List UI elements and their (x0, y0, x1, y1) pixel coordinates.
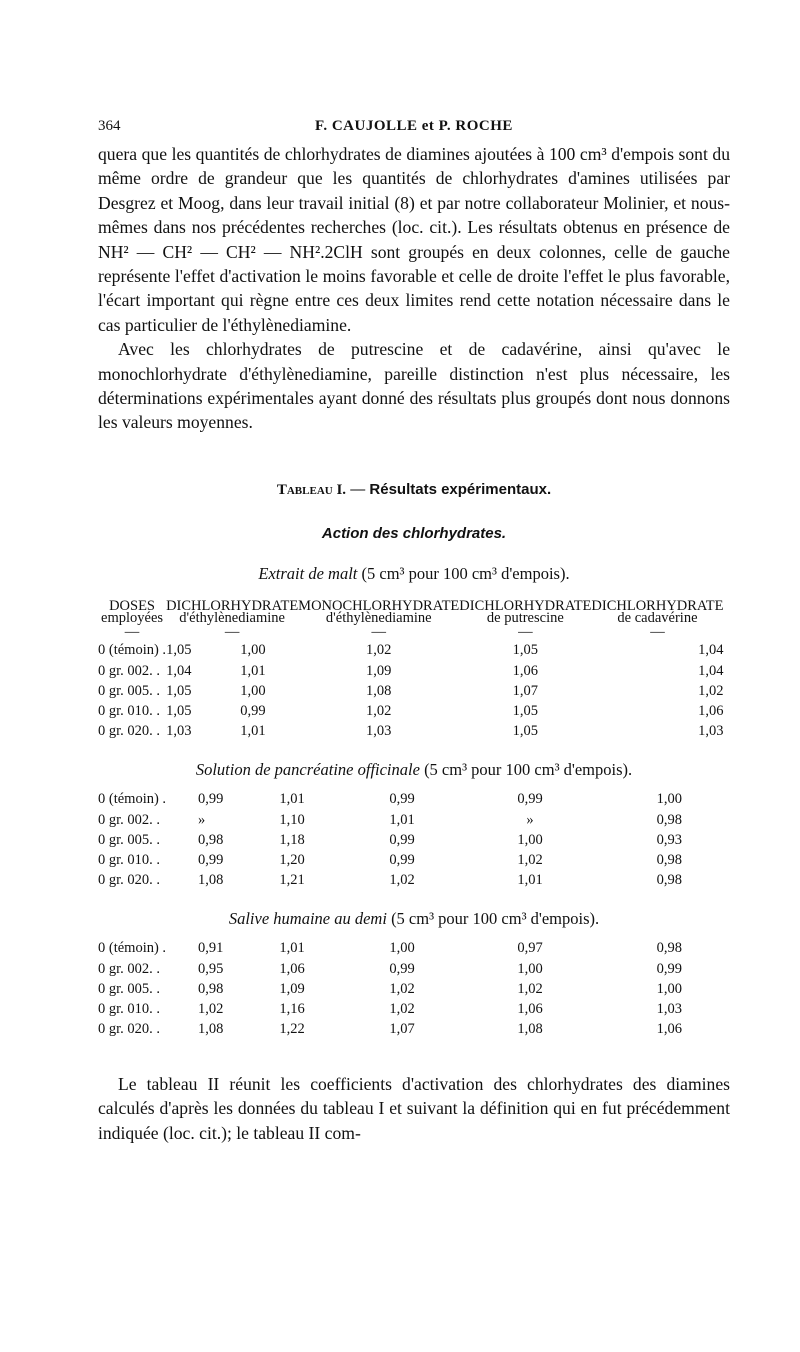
section-title-rest: (5 cm³ pour 100 cm³ d'empois). (419, 759, 633, 779)
data-table (98, 939, 730, 1040)
column-header (98, 597, 166, 626)
table-row (98, 999, 730, 1019)
column-headers (98, 600, 772, 624)
value-cell: 1,02 (366, 642, 392, 659)
dose-cell: 0 gr. 010. . (98, 703, 161, 720)
value-cell: 1,00 (517, 831, 543, 848)
value-cell: 1,09 (279, 980, 305, 997)
table-row (98, 871, 730, 891)
table-row (98, 850, 730, 870)
value-cell: 1,02 (698, 682, 724, 699)
value-cell: 1,21 (279, 872, 305, 889)
dose-cell: 0 gr. 005. . (98, 831, 161, 848)
column-header-main: DICHLORHYDRATE (166, 597, 299, 614)
dose-cell: 0 gr. 002. . (98, 811, 161, 828)
dose-cell: 0 (témoin) . (98, 791, 167, 808)
header-dash: — (124, 623, 140, 640)
dose-cell: 0 gr. 020. . (98, 872, 161, 889)
closing-paragraph: Le tableau II réunit les coefficients d'activation des chlorhydrates des diamines calculés d'après les données du tableau I et suivant la définition qui en fut précédemment indiquée (loc. cit.); le tableau II com- (98, 1073, 730, 1143)
value-cell: 0,95 (198, 960, 224, 977)
value-cell: 0,99 (389, 851, 415, 868)
intro-paragraph-2: Avec les chlorhydrates de putrescine et de cadavérine, ainsi qu'avec le monochlorhydrate d'éthylènediamine, pareille distinction n'est plus nécessaire, les déterminations expérimentales ayant donné des résultats plus groupés dont nous donnons les valeurs moyennes. (98, 339, 730, 433)
data-table (98, 790, 730, 891)
value-cell: 1,04 (166, 662, 192, 679)
value-cell: 1,07 (389, 1021, 415, 1038)
section-title-italic: Salive humaine au demi (228, 908, 387, 928)
value-cell: 0,98 (656, 872, 682, 889)
value-cell: 1,05 (166, 642, 192, 659)
header-dash: — (518, 623, 533, 640)
value-cell: 1,06 (512, 662, 539, 679)
dose-cell: 0 gr. 002. . (98, 662, 161, 679)
table-row (98, 939, 730, 959)
value-cell: 1,08 (517, 1021, 543, 1038)
table-title: Tableau I. — Résultats expérimentaux. (276, 480, 552, 498)
value-cell: 0,99 (198, 791, 224, 808)
table-row (98, 830, 730, 850)
section-title-italic: Solution de pancréatine officinale (195, 759, 420, 779)
header-dash: — (650, 623, 665, 640)
section-title (98, 760, 730, 780)
value-cell: 1,02 (366, 703, 392, 720)
value-cell: 0,99 (240, 703, 266, 720)
value-cell: 1,06 (698, 703, 724, 720)
value-cell: 0,99 (389, 960, 415, 977)
value-cell: 1,08 (198, 872, 224, 889)
column-header-main: DOSES (109, 597, 155, 614)
value-cell: 1,08 (198, 1021, 224, 1038)
table-row (98, 681, 772, 701)
table-row (98, 722, 772, 742)
column-header (166, 597, 299, 626)
value-cell: 1,01 (279, 791, 305, 808)
value-cell: 1,06 (517, 1000, 543, 1017)
table-row (98, 810, 730, 830)
value-cell: 0,99 (656, 960, 682, 977)
section-title-rest: (5 cm³ pour 100 cm³ d'empois). (386, 908, 600, 928)
value-cell: 1,22 (279, 1021, 305, 1038)
value-cell: 0,99 (389, 791, 415, 808)
value-cell: 0,99 (517, 791, 543, 808)
section-title (98, 909, 730, 929)
table-row (98, 979, 730, 999)
column-header (459, 597, 592, 626)
table-row (98, 1020, 730, 1040)
value-cell: 0,97 (517, 940, 543, 957)
value-cell: » (198, 811, 206, 828)
value-cell: 1,00 (240, 642, 266, 659)
header-dashes (98, 624, 772, 641)
column-header (298, 597, 460, 626)
column-header (591, 597, 771, 626)
value-cell: 1,00 (656, 980, 682, 997)
running-title: F. CAUJOLLE et P. ROCHE (315, 118, 513, 134)
header-dash: — (224, 623, 240, 640)
value-cell: 1,03 (698, 723, 724, 740)
value-cell: 1,16 (279, 1000, 305, 1017)
value-cell: 0,98 (656, 851, 682, 868)
value-cell: 0,98 (656, 811, 682, 828)
value-cell: 1,00 (389, 940, 415, 957)
value-cell: 0,99 (198, 851, 224, 868)
value-cell: » (526, 811, 534, 828)
table-row (98, 790, 730, 810)
dose-cell: 0 gr. 005. . (98, 980, 161, 997)
dose-cell: 0 gr. 020. . (98, 1021, 161, 1038)
value-cell: 1,08 (366, 682, 392, 699)
value-cell: 1,01 (389, 811, 415, 828)
value-cell: 0,98 (198, 831, 224, 848)
section-title (98, 564, 730, 584)
column-header-main: DICHLORHYDRATE (459, 597, 592, 614)
column-header-sub: de putrescine (486, 609, 564, 626)
value-cell: 0,91 (198, 940, 224, 957)
dose-cell: 0 gr. 002. . (98, 960, 161, 977)
value-cell: 1,20 (279, 851, 305, 868)
value-cell: 1,02 (517, 980, 543, 997)
value-cell: 0,93 (656, 831, 682, 848)
column-header-sub: d'éthylènediamine (179, 609, 285, 626)
value-cell: 1,05 (512, 703, 539, 720)
value-cell: 1,02 (389, 1000, 415, 1017)
value-cell: 1,03 (656, 1000, 682, 1017)
value-cell: 0,98 (656, 940, 682, 957)
value-cell: 1,09 (366, 662, 392, 679)
table-row (98, 959, 730, 979)
value-cell: 1,06 (656, 1021, 682, 1038)
dose-cell: 0 gr. 010. . (98, 851, 161, 868)
section-title-rest: (5 cm³ pour 100 cm³ d'empois). (357, 563, 570, 583)
value-cell: 1,01 (279, 940, 305, 957)
dose-cell: 0 gr. 020. . (98, 723, 161, 740)
value-cell: 1,02 (198, 1000, 224, 1017)
value-cell: 1,02 (517, 851, 543, 868)
value-cell: 1,05 (512, 723, 539, 740)
dose-cell: 0 (témoin) . (98, 940, 167, 957)
value-cell: 1,06 (279, 960, 305, 977)
column-header-sub: de cadavérine (617, 609, 698, 626)
column-header-sub: employées (101, 609, 164, 626)
column-header-sub: d'éthylènediamine (325, 609, 432, 626)
dose-cell: 0 gr. 005. . (98, 682, 161, 699)
value-cell: 1,10 (279, 811, 305, 828)
value-cell: 0,98 (198, 980, 224, 997)
value-cell: 1,05 (166, 682, 192, 699)
header-dash: — (371, 623, 386, 640)
value-cell: 1,02 (389, 872, 415, 889)
table-heading: Résultats expérimentaux. (369, 480, 552, 498)
value-cell: 1,07 (512, 682, 539, 699)
column-header-main: DICHLORHYDRATE (591, 597, 724, 614)
value-cell: 1,00 (656, 791, 682, 808)
value-cell: 1,03 (166, 723, 192, 740)
table-subtitle: Action des chlorhydrates. (321, 524, 507, 542)
section-title-italic: Extrait de malt (258, 563, 358, 583)
value-cell: 1,01 (240, 723, 266, 740)
value-cell: 1,01 (240, 662, 266, 679)
value-cell: 1,04 (698, 642, 724, 659)
dose-cell: 0 gr. 010. . (98, 1000, 161, 1017)
dose-cell: 0 (témoin) . (98, 642, 167, 659)
value-cell: 1,04 (698, 662, 724, 679)
page-header (98, 118, 730, 142)
value-cell: 1,00 (517, 960, 543, 977)
table-sections (98, 564, 730, 1040)
value-cell: 1,18 (279, 831, 305, 848)
value-cell: 1,02 (389, 980, 415, 997)
data-table (98, 597, 772, 742)
value-cell: 1,05 (512, 642, 539, 659)
column-header-main: MONOCHLORHYDRATE (298, 597, 460, 614)
page (98, 118, 730, 1145)
table-row (98, 661, 772, 681)
page-number: 364 (98, 118, 121, 134)
table-row (98, 701, 772, 721)
value-cell: 0,99 (389, 831, 415, 848)
value-cell: 1,03 (366, 723, 392, 740)
value-cell: 1,01 (517, 872, 543, 889)
table-label: Tableau I. (276, 481, 347, 498)
value-cell: 1,05 (166, 703, 192, 720)
intro-paragraph-1: quera que les quantités de chlorhydrates de diamines ajoutées à 100 cm³ d'empois sont du même ordre de grandeur que les quantités de chlorhydrates d'amines utilisées par Desgrez et Moog, dans leur travail initial (8) et par notre collaborateur Molinier, et nous-mêmes dans nos précédentes recherches (loc. cit.). Les résultats obtenus en présence de NH² — CH² — CH² — NH².2ClH sont groupés en deux colonnes, celle de gauche représente l'effet d'activation le moins favorable et celle de droite l'effet le plus favorable, l'écart important qui règne entre ces deux limites rend cette notation nécessaire dans le cas particulier de l'éthylènediamine. (98, 144, 730, 335)
table-row (98, 641, 772, 661)
value-cell: 1,00 (240, 682, 266, 699)
